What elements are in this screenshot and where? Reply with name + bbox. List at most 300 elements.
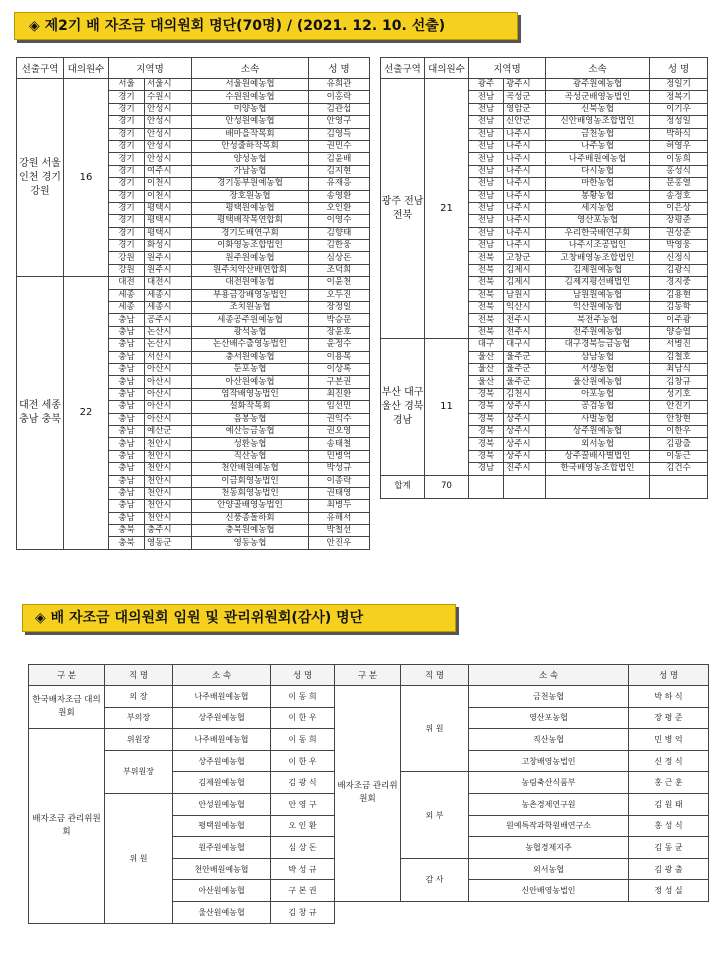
officers-title-banner: ◈ 배 자조금 대의원회 임원 및 관리위원회(감사) 명단 [22, 604, 456, 632]
name-cell: 김 동 균 [629, 837, 709, 859]
province-cell: 경북 [469, 388, 504, 400]
group-management-committee: 배자조금 관리위원회 [29, 729, 105, 923]
province-cell: 경기 [109, 227, 145, 239]
header-row [17, 58, 370, 79]
affiliation-cell: 전주원예농협 [546, 326, 650, 338]
name-cell: 안 영 구 [271, 793, 335, 815]
affiliation-cell: 영산포농협 [469, 707, 629, 729]
city-cell: 아산시 [145, 401, 192, 413]
name-cell: 김 광 식 [271, 772, 335, 794]
province-cell: 전북 [469, 314, 504, 326]
total-empty [650, 475, 708, 498]
name-cell: 송영환 [309, 190, 370, 202]
table-row [381, 79, 708, 91]
affiliation-cell: 삼남농협 [546, 351, 650, 363]
city-cell: 나주시 [504, 227, 546, 239]
province-cell: 서울 [109, 79, 145, 91]
name-cell: 유해서 [309, 512, 370, 524]
name-cell: 이동근 [650, 450, 708, 462]
province-cell: 경북 [469, 425, 504, 437]
name-cell: 장평준 [650, 215, 708, 227]
province-cell: 경기 [109, 190, 145, 202]
city-cell: 나주시 [504, 240, 546, 252]
affiliation-cell: 성환농협 [192, 438, 309, 450]
table-row [381, 339, 708, 351]
affiliation-cell: 평택원예농협 [173, 815, 271, 837]
affiliation-cell: 이금회영농법인 [192, 475, 309, 487]
affiliation-cell: 안양골배영농법인 [192, 500, 309, 512]
city-cell: 진주시 [504, 463, 546, 475]
province-cell: 전북 [469, 264, 504, 276]
city-cell: 세종시 [145, 302, 192, 314]
province-cell: 울산 [469, 363, 504, 375]
name-cell: 오두진 [309, 289, 370, 301]
province-cell: 경기 [109, 240, 145, 252]
name-cell: 정성일 [650, 116, 708, 128]
affiliation-cell: 농림축산식품부 [469, 772, 629, 794]
name-cell: 정 성 실 [629, 880, 709, 902]
name-cell: 이상록 [309, 363, 370, 375]
name-cell: 홍 근 훈 [629, 772, 709, 794]
city-cell: 안성시 [145, 116, 192, 128]
province-cell: 울산 [469, 351, 504, 363]
city-cell: 안성시 [145, 140, 192, 152]
province-cell: 충남 [109, 401, 145, 413]
city-cell: 평택시 [145, 215, 192, 227]
name-cell: 권익수 [309, 413, 370, 425]
city-cell: 신안군 [504, 116, 546, 128]
affiliation-cell: 안성원예농협 [192, 116, 309, 128]
name-cell: 이홍락 [309, 91, 370, 103]
affiliation-cell: 신안배영농조합법인 [546, 116, 650, 128]
affiliation-cell: 서울원예농협 [192, 79, 309, 91]
city-cell: 이천시 [145, 178, 192, 190]
city-cell: 대전시 [145, 277, 192, 289]
affiliation-cell: 양성농협 [192, 153, 309, 165]
city-cell: 울주군 [504, 351, 546, 363]
name-cell: 김광식 [650, 264, 708, 276]
city-cell: 나주시 [504, 153, 546, 165]
city-cell: 천안시 [145, 475, 192, 487]
province-cell: 전북 [469, 277, 504, 289]
delegate-roster-left [16, 57, 370, 550]
affiliation-cell: 상주원예농협 [173, 707, 271, 729]
title-cell: 부의장 [105, 707, 173, 729]
name-cell: 김광출 [650, 438, 708, 450]
header-affiliation: 소속 [192, 58, 309, 79]
city-cell: 아산시 [145, 363, 192, 375]
affiliation-cell: 울산원예농협 [173, 901, 271, 923]
name-cell: 오인환 [309, 202, 370, 214]
city-cell: 서울시 [145, 79, 192, 91]
city-cell: 논산시 [145, 326, 192, 338]
affiliation-cell: 음봉농협 [192, 413, 309, 425]
officers-header: 성 명 [629, 665, 709, 686]
total-label: 합계 [381, 475, 425, 498]
name-cell: 경지중 [650, 277, 708, 289]
affiliation-cell: 아산원예농협 [173, 880, 271, 902]
province-cell: 전남 [469, 140, 504, 152]
province-cell: 전북 [469, 252, 504, 264]
title-cell: 위 원 [401, 686, 469, 772]
table-row [17, 79, 370, 91]
affiliation-cell: 직산농협 [192, 450, 309, 462]
title-cell: 부위원장 [105, 750, 173, 793]
affiliation-cell: 논산배수출영농법인 [192, 339, 309, 351]
province-cell: 전남 [469, 240, 504, 252]
city-cell: 충주시 [145, 525, 192, 537]
blank-cell [335, 901, 709, 923]
affiliation-cell: 조치원농협 [192, 302, 309, 314]
affiliation-cell: 직산농협 [469, 729, 629, 751]
city-cell: 광주시 [504, 79, 546, 91]
affiliation-cell: 부용금강배영농법인 [192, 289, 309, 301]
affiliation-cell: 농촌경제연구원 [469, 793, 629, 815]
city-cell: 상주시 [504, 413, 546, 425]
affiliation-cell: 천동회영농법인 [192, 487, 309, 499]
name-cell: 김향태 [309, 227, 370, 239]
name-cell: 구본권 [309, 376, 370, 388]
province-cell: 충남 [109, 363, 145, 375]
province-cell: 충남 [109, 339, 145, 351]
province-cell: 경북 [469, 438, 504, 450]
city-cell: 대구시 [504, 339, 546, 351]
name-cell: 홍 성 식 [629, 815, 709, 837]
name-cell: 오 인 환 [271, 815, 335, 837]
name-cell: 허영우 [650, 140, 708, 152]
total-row [381, 475, 708, 498]
province-cell: 경기 [109, 128, 145, 140]
province-cell: 전북 [469, 302, 504, 314]
name-cell: 신정식 [650, 252, 708, 264]
name-cell: 신 정 식 [629, 750, 709, 772]
province-cell: 경기 [109, 116, 145, 128]
city-cell: 나주시 [504, 202, 546, 214]
affiliation-cell: 평택배작목연합회 [192, 215, 309, 227]
count-cell: 11 [425, 339, 469, 475]
name-cell: 문홍열 [650, 178, 708, 190]
city-cell: 나주시 [504, 165, 546, 177]
affiliation-cell: 상주원예농협 [173, 750, 271, 772]
zone-cell: 대전 세종 충남 충북 [17, 277, 64, 550]
name-cell: 권태영 [309, 487, 370, 499]
city-cell: 상주시 [504, 401, 546, 413]
affiliation-cell: 수원원예농협 [192, 91, 309, 103]
affiliation-cell: 세지농협 [546, 202, 650, 214]
province-cell: 전남 [469, 128, 504, 140]
affiliation-cell: 원예특작과학원배연구소 [469, 815, 629, 837]
name-cell: 김 창 규 [271, 901, 335, 923]
affiliation-cell: 김제지평선배법인 [546, 277, 650, 289]
name-cell: 정일기 [650, 79, 708, 91]
count-cell: 21 [425, 79, 469, 339]
province-cell: 전남 [469, 165, 504, 177]
affiliation-cell: 곡성군배영농법인 [546, 91, 650, 103]
title-cell: 감 사 [401, 858, 469, 901]
province-cell: 충남 [109, 463, 145, 475]
city-cell: 고창군 [504, 252, 546, 264]
city-cell: 나주시 [504, 190, 546, 202]
city-cell: 익산시 [504, 302, 546, 314]
affiliation-cell: 상주원예농협 [546, 425, 650, 437]
name-cell: 최병두 [309, 500, 370, 512]
name-cell: 김창규 [650, 376, 708, 388]
city-cell: 아산시 [145, 388, 192, 400]
province-cell: 전남 [469, 116, 504, 128]
name-cell: 유희관 [309, 79, 370, 91]
city-cell: 안성시 [145, 153, 192, 165]
affiliation-cell: 나주배원예농협 [546, 153, 650, 165]
name-cell: 권상준 [650, 227, 708, 239]
province-cell: 충남 [109, 388, 145, 400]
name-cell: 이종락 [309, 475, 370, 487]
affiliation-cell: 나주농협 [546, 140, 650, 152]
city-cell: 울주군 [504, 376, 546, 388]
city-cell: 화성시 [145, 240, 192, 252]
officers-header: 직 명 [105, 665, 173, 686]
city-cell: 안성시 [145, 103, 192, 115]
affiliation-cell: 미양농협 [192, 103, 309, 115]
name-cell: 박 성 규 [271, 858, 335, 880]
header-row [381, 58, 708, 79]
province-cell: 충남 [109, 500, 145, 512]
province-cell: 광주 [469, 79, 504, 91]
province-cell: 전남 [469, 215, 504, 227]
affiliation-cell: 아포농협 [546, 388, 650, 400]
name-cell: 이주광 [650, 314, 708, 326]
city-cell: 김천시 [504, 388, 546, 400]
city-cell: 천안시 [145, 500, 192, 512]
province-cell: 충남 [109, 376, 145, 388]
city-cell: 안성시 [145, 128, 192, 140]
name-cell: 김 원 태 [629, 793, 709, 815]
officers-row [29, 686, 709, 708]
city-cell: 논산시 [145, 339, 192, 351]
province-cell: 충남 [109, 326, 145, 338]
affiliation-cell: 천안배원예농협 [173, 858, 271, 880]
province-cell: 전북 [469, 289, 504, 301]
city-cell: 공주시 [145, 314, 192, 326]
affiliation-cell: 우리한국배연구회 [546, 227, 650, 239]
name-cell: 김관섭 [309, 103, 370, 115]
affiliation-cell: 원주치악산배연합회 [192, 264, 309, 276]
table-row [17, 277, 370, 289]
affiliation-cell: 장호원농협 [192, 190, 309, 202]
group-delegates: 한국배자조금 대의원회 [29, 686, 105, 729]
province-cell: 경기 [109, 153, 145, 165]
affiliation-cell: 나주배원예농협 [173, 729, 271, 751]
affiliation-cell: 외서농협 [469, 858, 629, 880]
city-cell: 천안시 [145, 463, 192, 475]
title-cell: 위 원 [105, 793, 173, 923]
group-management-committee: 배자조금 관리위원회 [335, 686, 401, 902]
name-cell: 이영수 [309, 215, 370, 227]
affiliation-cell: 가남농협 [192, 165, 309, 177]
city-cell: 이천시 [145, 190, 192, 202]
affiliation-cell: 천안배원예농협 [192, 463, 309, 475]
header-region: 지역명 [109, 58, 192, 79]
name-cell: 김한웅 [309, 240, 370, 252]
officers-table [28, 664, 709, 924]
name-cell: 민병억 [309, 450, 370, 462]
name-cell: 박하식 [650, 128, 708, 140]
city-cell: 천안시 [145, 512, 192, 524]
name-cell: 박승문 [309, 314, 370, 326]
name-cell: 민 병 억 [629, 729, 709, 751]
province-cell: 전남 [469, 178, 504, 190]
province-cell: 대전 [109, 277, 145, 289]
province-cell: 경기 [109, 215, 145, 227]
affiliation-cell: 울산원예농협 [546, 376, 650, 388]
affiliation-cell: 신안배영농법인 [469, 880, 629, 902]
delegate-roster-right [380, 57, 708, 499]
province-cell: 강원 [109, 264, 145, 276]
province-cell: 충남 [109, 314, 145, 326]
name-cell: 김철호 [650, 351, 708, 363]
name-cell: 임선민 [309, 401, 370, 413]
city-cell: 남원시 [504, 289, 546, 301]
affiliation-cell: 경기도배연구회 [192, 227, 309, 239]
total-empty [469, 475, 504, 498]
name-cell: 박철선 [309, 525, 370, 537]
affiliation-cell: 공검농협 [546, 401, 650, 413]
affiliation-cell: 대전원예농협 [192, 277, 309, 289]
name-cell: 송정호 [650, 190, 708, 202]
affiliation-cell: 사벌농협 [546, 413, 650, 425]
zone-cell: 강원 서울 인천 경기 강원 [17, 79, 64, 277]
affiliation-cell: 영동농협 [192, 537, 309, 549]
province-cell: 전남 [469, 202, 504, 214]
zone-cell: 광주 전남 전북 [381, 79, 425, 339]
province-cell: 전남 [469, 227, 504, 239]
affiliation-cell: 신북농협 [546, 103, 650, 115]
name-cell: 안창현 [650, 413, 708, 425]
name-cell: 박 하 식 [629, 686, 709, 708]
city-cell: 아산시 [145, 413, 192, 425]
name-cell: 안진기 [650, 401, 708, 413]
name-cell: 심상돈 [309, 252, 370, 264]
name-cell: 이기우 [650, 103, 708, 115]
province-cell: 울산 [469, 376, 504, 388]
affiliation-cell: 봉황농협 [546, 190, 650, 202]
affiliation-cell: 영산포농협 [546, 215, 650, 227]
city-cell: 수원시 [145, 91, 192, 103]
officers-header: 직 명 [401, 665, 469, 686]
city-cell: 예산군 [145, 425, 192, 437]
name-cell: 양승엽 [650, 326, 708, 338]
header-count: 대의원수 [425, 58, 469, 79]
name-cell: 이 한 우 [271, 707, 335, 729]
officers-header-row [29, 665, 709, 686]
province-cell: 전남 [469, 103, 504, 115]
name-cell: 최남식 [650, 363, 708, 375]
count-cell: 16 [64, 79, 109, 277]
affiliation-cell: 고창배영농조합법인 [546, 252, 650, 264]
affiliation-cell: 나주시조공법인 [546, 240, 650, 252]
affiliation-cell: 이화영농조합법인 [192, 240, 309, 252]
affiliation-cell: 평택원예농협 [192, 202, 309, 214]
province-cell: 경북 [469, 401, 504, 413]
city-cell: 나주시 [504, 128, 546, 140]
name-cell: 안영구 [309, 116, 370, 128]
count-cell: 22 [64, 277, 109, 550]
officers-header: 구 분 [335, 665, 401, 686]
city-cell: 김제시 [504, 277, 546, 289]
name-cell: 정복기 [650, 91, 708, 103]
officers-header: 소 속 [173, 665, 271, 686]
name-cell: 유재응 [309, 178, 370, 190]
province-cell: 경기 [109, 103, 145, 115]
city-cell: 나주시 [504, 140, 546, 152]
affiliation-cell: 익산원예농협 [546, 302, 650, 314]
city-cell: 곡성군 [504, 91, 546, 103]
city-cell: 천안시 [145, 438, 192, 450]
affiliation-cell: 김제원예농협 [546, 264, 650, 276]
name-cell: 김동학 [650, 302, 708, 314]
name-cell: 박성규 [309, 463, 370, 475]
city-cell: 울주군 [504, 363, 546, 375]
affiliation-cell: 광주원예농협 [546, 79, 650, 91]
affiliation-cell: 농협경제지주 [469, 837, 629, 859]
province-cell: 충남 [109, 351, 145, 363]
total-count: 70 [425, 475, 469, 498]
name-cell: 성기호 [650, 388, 708, 400]
province-cell: 충북 [109, 525, 145, 537]
header-name: 성 명 [650, 58, 708, 79]
province-cell: 충남 [109, 438, 145, 450]
name-cell: 김지현 [309, 165, 370, 177]
city-cell: 김제시 [504, 264, 546, 276]
name-cell: 송태철 [309, 438, 370, 450]
affiliation-cell: 금천농협 [546, 128, 650, 140]
province-cell: 충남 [109, 475, 145, 487]
affiliation-cell: 한국배영농조합법인 [546, 463, 650, 475]
province-cell: 전남 [469, 91, 504, 103]
roster-title-banner: ◈ 제2기 배 자조금 대의원회 명단(70명) / (2021. 12. 10. 선출) [14, 12, 518, 40]
province-cell: 경남 [469, 463, 504, 475]
name-cell: 구 본 권 [271, 880, 335, 902]
name-cell: 장윤호 [309, 326, 370, 338]
affiliation-cell: 김제원예농협 [173, 772, 271, 794]
header-region: 지역명 [469, 58, 546, 79]
name-cell: 이용목 [309, 351, 370, 363]
name-cell: 김윤배 [309, 153, 370, 165]
affiliation-cell: 원주원예농협 [192, 252, 309, 264]
province-cell: 강원 [109, 252, 145, 264]
city-cell: 원주시 [145, 252, 192, 264]
name-cell: 김용현 [650, 289, 708, 301]
affiliation-cell: 세종공주원예농협 [192, 314, 309, 326]
province-cell: 세종 [109, 302, 145, 314]
province-cell: 세종 [109, 289, 145, 301]
name-cell: 안진우 [309, 537, 370, 549]
name-cell: 이 동 희 [271, 729, 335, 751]
affiliation-cell: 둔포농협 [192, 363, 309, 375]
affiliation-cell: 염작배영농법인 [192, 388, 309, 400]
city-cell: 서산시 [145, 351, 192, 363]
affiliation-cell: 북전주농협 [546, 314, 650, 326]
name-cell: 김영득 [309, 128, 370, 140]
province-cell: 대구 [469, 339, 504, 351]
header-zone: 선출구역 [17, 58, 64, 79]
name-cell: 박영웅 [650, 240, 708, 252]
affiliation-cell: 금천농협 [469, 686, 629, 708]
header-affiliation: 소속 [546, 58, 650, 79]
city-cell: 상주시 [504, 450, 546, 462]
province-cell: 충북 [109, 537, 145, 549]
name-cell: 이동희 [650, 153, 708, 165]
city-cell: 원주시 [145, 264, 192, 276]
